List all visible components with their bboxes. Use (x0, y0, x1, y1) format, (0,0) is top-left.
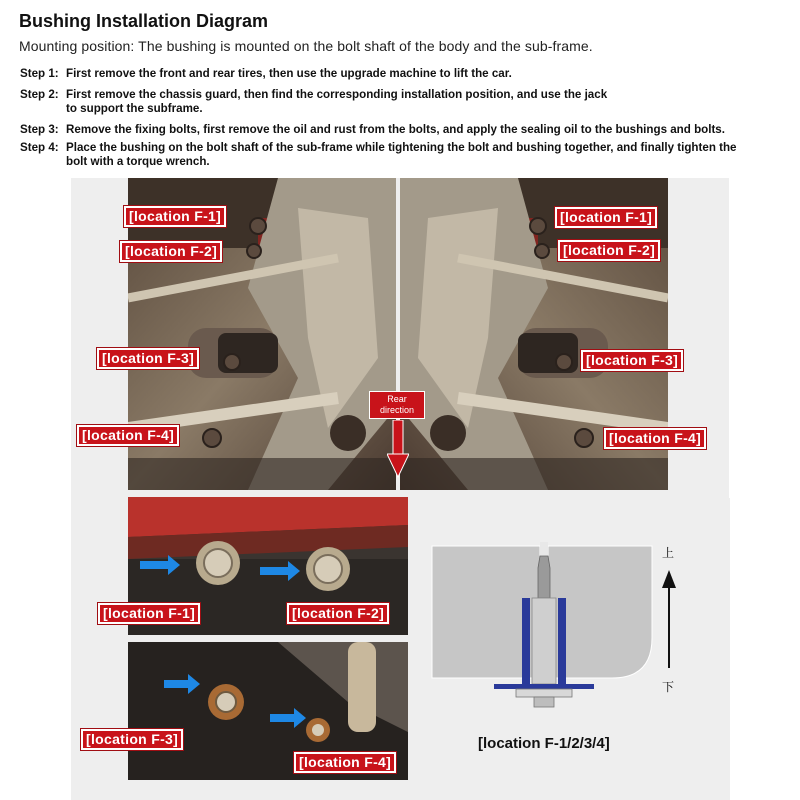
main-tag-left-f3: [location F-3] (97, 348, 199, 369)
main-tag-right-f3: [location F-3] (581, 350, 683, 371)
step-2-text: First remove the chassis guard, then find the corresponding installation position, and use the jack (66, 88, 608, 101)
main-tag-left-f2: [location F-2] (120, 241, 222, 262)
detail-tag-f2: [location F-2] (287, 603, 389, 624)
step-2 (20, 88, 607, 116)
step-3-label: Step 3: (20, 123, 59, 136)
step-1-label: Step 1: (20, 67, 59, 80)
diagram-caption: [location F-1/2/3/4] (478, 735, 610, 752)
main-tag-left-f4: [location F-4] (77, 425, 179, 446)
step-1 (20, 67, 512, 81)
step-4 (20, 141, 737, 169)
detail-tag-f3: [location F-3] (81, 729, 183, 750)
up-marker: 上 (662, 546, 675, 560)
page-subtitle: Mounting position: The bushing is mounted on the bolt shaft of the body and the sub-frame. (19, 38, 593, 54)
main-tag-right-f1: [location F-1] (555, 207, 657, 228)
down-marker: 下 (662, 680, 675, 694)
rear-direction-box (369, 391, 425, 419)
detail-tag-f4: [location F-4] (294, 752, 396, 773)
step-3 (20, 123, 725, 137)
main-tag-right-f2: [location F-2] (558, 240, 660, 261)
rear-direction-line1: Rear (387, 394, 407, 404)
rear-direction-line2: direction (379, 405, 415, 415)
step-4-label: Step 4: (20, 141, 59, 154)
step-1-text: First remove the front and rear tires, then use the upgrade machine to lift the car. (66, 67, 512, 80)
detail-tag-f1: [location F-1] (98, 603, 200, 624)
bushing-cross-section-diagram (412, 498, 730, 800)
arrow-down-icon (387, 420, 409, 478)
step-2-text-cont: to support the subframe. (66, 102, 203, 115)
main-tag-right-f4: [location F-4] (604, 428, 706, 449)
step-2-label: Step 2: (20, 88, 59, 101)
step-3-text: Remove the fixing bolts, first remove the oil and rust from the bolts, and apply the sealing oil to the bushings and bolts. (66, 123, 725, 136)
page-title: Bushing Installation Diagram (19, 11, 269, 31)
step-4-text-cont: bolt with a torque wrench. (66, 155, 210, 168)
main-tag-left-f1: [location F-1] (124, 206, 226, 227)
step-4-text: Place the bushing on the bolt shaft of the sub-frame while tightening the bolt and bushing together, and finally tighten the (66, 141, 737, 154)
